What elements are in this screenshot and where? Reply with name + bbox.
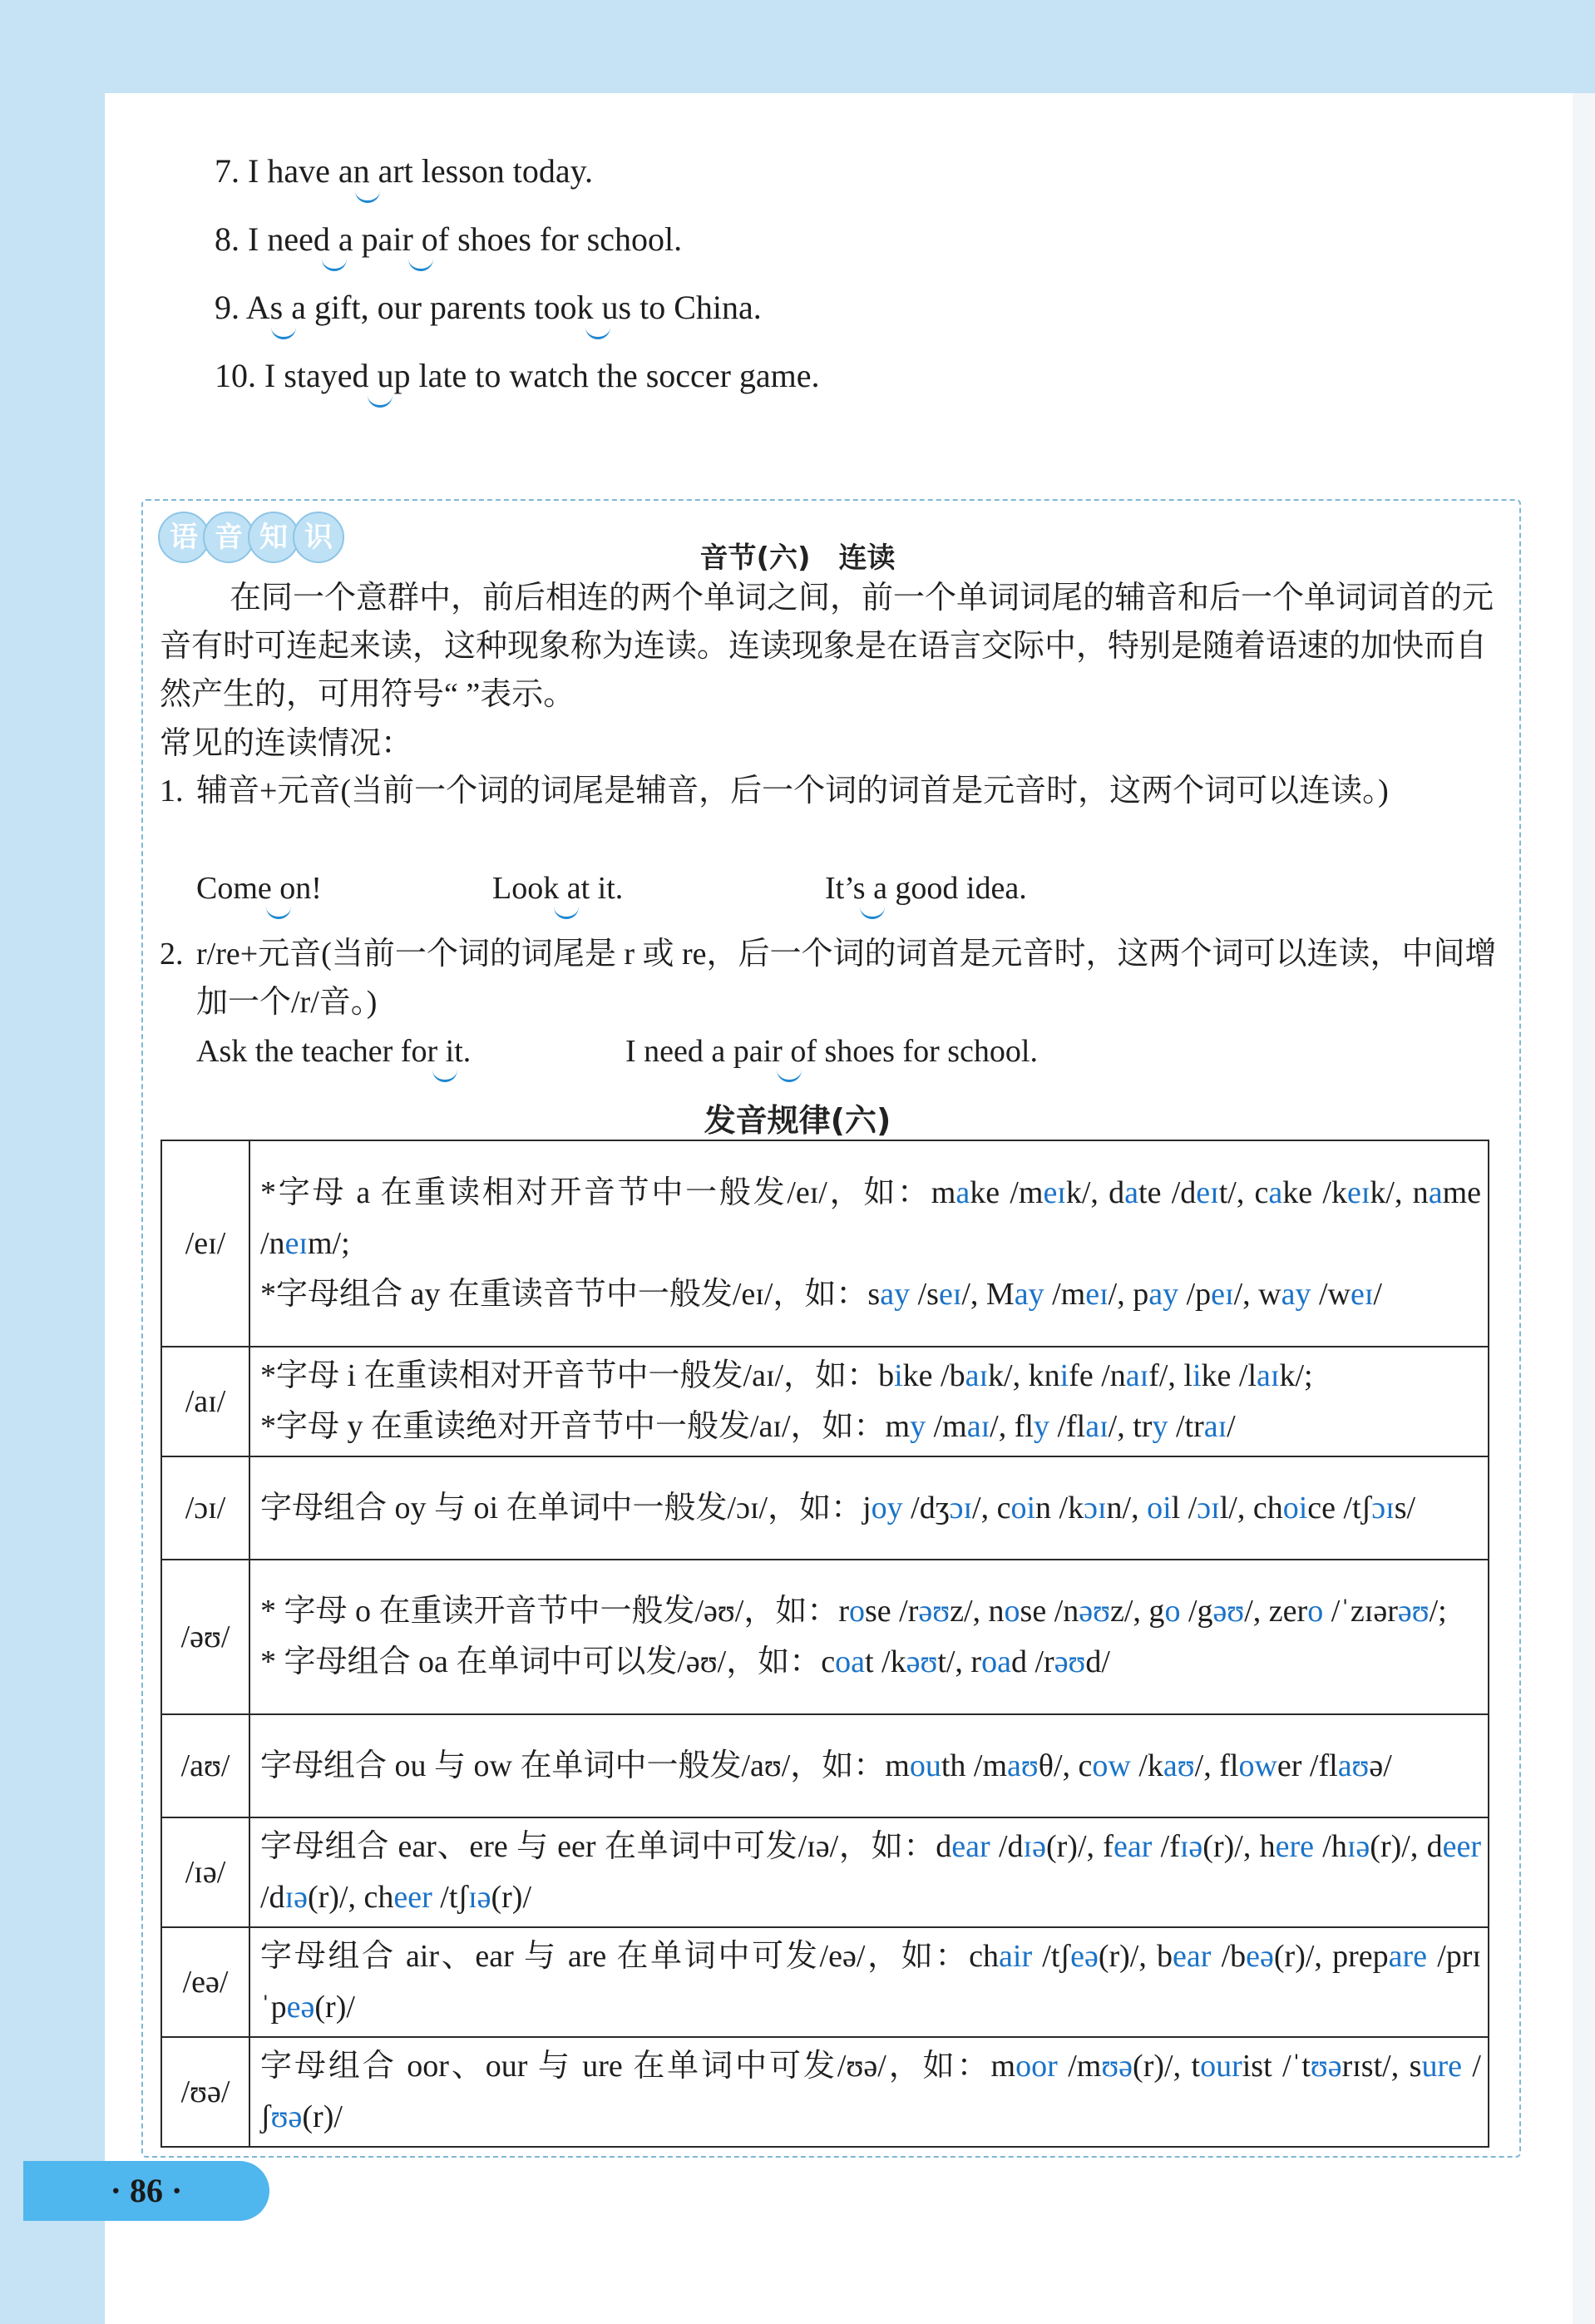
liaison-word <box>625 1034 790 1069</box>
highlighted-letters: ɪə <box>1023 1829 1046 1864</box>
highlighted-letters: ere <box>1275 1829 1314 1864</box>
rule-segment: /tʃ <box>1032 1939 1071 1974</box>
rule-segment: er /fl <box>1276 1748 1338 1783</box>
sentence-text: I have <box>248 152 338 190</box>
rule-segment: /tʃ <box>432 1880 469 1915</box>
rule-segment: 字母组合 ear、ere 与 eer 在单词中可发/ɪə/，如：d <box>260 1829 952 1864</box>
linked-word: of <box>421 220 450 258</box>
phonetic-symbol: /aʊ/ <box>161 1714 249 1817</box>
rule-segment: (r)/, f <box>1045 1829 1114 1864</box>
pronunciation-rules-table <box>160 1140 1489 2148</box>
highlighted-letters: eɪ <box>1211 1276 1234 1312</box>
rule-item <box>260 1822 1481 1923</box>
example-pair-of-shoes <box>625 1027 1038 1075</box>
rule-row <box>161 2037 1489 2147</box>
highlighted-letters: eɪ <box>1346 1174 1370 1210</box>
highlighted-letters: əʊ <box>1397 1594 1430 1629</box>
rule-segment: s/ <box>1394 1490 1416 1525</box>
rule-segment: /, fl <box>1194 1748 1239 1783</box>
rule-text <box>249 1927 1489 2037</box>
example-ask-the-teacher <box>196 1027 471 1075</box>
highlighted-letters: ɔɪ <box>1197 1490 1220 1525</box>
highlighted-letters: ear <box>1173 1939 1212 1974</box>
liaison-word <box>338 152 370 190</box>
rule-segment: /fl <box>1049 1409 1086 1444</box>
highlighted-letters: oa <box>981 1644 1011 1679</box>
rule-segment: /f <box>1152 1829 1180 1864</box>
sentence-10 <box>215 351 1462 419</box>
rule-segment: /, zer <box>1244 1594 1308 1629</box>
highlighted-letters: ɪə <box>468 1880 491 1915</box>
linked-word: art <box>378 152 413 190</box>
highlighted-letters: oor <box>1015 2049 1058 2084</box>
example-text: of shoes for school. <box>790 1034 1038 1069</box>
rule-segment: /b <box>1211 1939 1247 1974</box>
highlighted-letters: i <box>1192 1358 1202 1393</box>
rule-segment: (r)/, h <box>1202 1829 1276 1864</box>
highlighted-letters: oy <box>871 1490 903 1525</box>
rule-segment: /m <box>1044 1276 1086 1312</box>
phonetic-symbol: /ɔɪ/ <box>161 1456 249 1560</box>
highlighted-letters: y <box>910 1409 926 1444</box>
rule-segment: t/, c <box>1218 1174 1269 1210</box>
sentence-text: late to watch the soccer game. <box>410 357 820 394</box>
liaison-word <box>196 1034 446 1069</box>
pronunciation-rules-title: 发音规律(六) <box>704 1102 891 1139</box>
rule-segment: (r)/, ch <box>308 1880 394 1915</box>
rule-segment: ke /l <box>1201 1358 1257 1393</box>
example-text: a good idea. <box>873 871 1027 906</box>
sentence-number: 8. <box>215 220 239 258</box>
rule-segment: ist /ˈt <box>1242 2049 1311 2084</box>
rule-segment: /d <box>990 1829 1024 1864</box>
badge-char: 知 <box>248 512 299 563</box>
rule-segment: t/, r <box>937 1644 982 1679</box>
rule-segment: θ/, c <box>1038 1748 1093 1783</box>
highlighted-letters: o <box>1164 1594 1181 1629</box>
rule-row <box>161 1714 1489 1817</box>
rule-segment: /ʃ <box>260 2049 1481 2134</box>
rule-segment: (r)/, b <box>1098 1939 1173 1974</box>
example-text: I need a pair <box>625 1034 791 1069</box>
rule-segment: ke /m <box>970 1174 1044 1210</box>
rule-segment: f/, l <box>1148 1358 1193 1393</box>
rule-segment: *字母 y 在重读绝对开音节中一般发/aɪ/，如：m <box>260 1409 911 1444</box>
highlighted-letters: o <box>1307 1594 1324 1629</box>
rule-segment: * 字母组合 oa 在单词中可以发/əʊ/，如：c <box>260 1644 836 1679</box>
example-its-a-good-idea <box>825 864 1027 912</box>
highlighted-letters: ʊə <box>1101 2049 1133 2084</box>
rule-segment: th /m <box>941 1748 1008 1783</box>
phonetic-symbol: /eɪ/ <box>161 1140 249 1347</box>
rule-item <box>260 2041 1481 2143</box>
rule-segment: (r)/ <box>491 1880 532 1915</box>
sentence-number: 9. <box>215 289 239 326</box>
liaison-word <box>825 871 873 906</box>
highlighted-letters: eɪ <box>284 1225 308 1261</box>
rule-segment: rɪst/, s <box>1341 2049 1422 2084</box>
liaison-word <box>602 289 632 326</box>
highlighted-letters: y <box>1033 1409 1049 1444</box>
rule-item <box>260 1483 1481 1534</box>
highlighted-letters: eɪ <box>1043 1174 1066 1210</box>
rule-row <box>161 1927 1489 2037</box>
rule-segment: fe /n <box>1069 1358 1126 1393</box>
rule-segment: ke /k <box>1282 1174 1347 1210</box>
rule-segment: n/, <box>1106 1490 1148 1525</box>
example-text: at it. <box>566 871 624 906</box>
rule-item <box>260 1269 1481 1320</box>
rule-row <box>161 1560 1489 1714</box>
rule-segment: /ˈzɪər <box>1323 1594 1398 1629</box>
liaison-intro: 在同一个意群中，前后相连的两个单词之间，前一个单词词尾的辅音和后一个单词词首的元音有时可连起来读，这种现象称为连读。连读现象是在语言交际中，特别是随着语速的加快而自然产生的，可用符号“ ”表示。 <box>160 581 1494 712</box>
rule-segment: l / <box>1171 1490 1197 1525</box>
rule-segment: /w <box>1311 1276 1351 1312</box>
rule-segment: *字母 i 在重读相对开音节中一般发/aɪ/，如：b <box>260 1358 895 1393</box>
rule-item <box>260 1402 1481 1452</box>
highlighted-letters: əʊ <box>1079 1594 1110 1629</box>
rule-segment: d/ <box>1085 1644 1110 1679</box>
liaison-word <box>378 357 411 394</box>
liaison-mark <box>585 324 610 339</box>
liaison-word <box>422 220 449 258</box>
example-look-at-it <box>492 864 623 912</box>
highlighted-letters: aɪ <box>1085 1409 1109 1444</box>
highlighted-letters: ʊə <box>1310 2049 1342 2084</box>
liaison-word <box>492 871 567 906</box>
rule-item <box>260 1351 1481 1402</box>
highlighted-letters: ou <box>909 1748 941 1783</box>
rule-segment: *字母 a 在重读相对开音节中一般发/eɪ/，如：m <box>260 1174 956 1210</box>
highlighted-letters: oi <box>1010 1490 1036 1525</box>
rule-segment: (r)/, t <box>1133 2049 1201 2084</box>
rule-segment: ce /tʃ <box>1307 1490 1372 1525</box>
phonetic-symbol: /ɪə/ <box>161 1817 249 1927</box>
sentence-number: 10. <box>215 357 256 394</box>
rule-text <box>249 1140 1489 1347</box>
highlighted-letters: eer <box>1442 1829 1481 1864</box>
top-border-band <box>0 0 1595 93</box>
rule-segment: te /d <box>1138 1174 1197 1210</box>
highlighted-letters: a <box>1268 1174 1283 1210</box>
case-text: 辅音+元音(当前一个词的词尾是辅音，后一个词的词首是元音时，这两个词可以连读。) <box>196 774 1389 808</box>
highlighted-letters: ear <box>1113 1829 1153 1864</box>
example-text: it. <box>445 1034 472 1069</box>
rule-segment: * 字母 o 在重读开音节中一般发/əʊ/，如：r <box>260 1594 849 1629</box>
liaison-mark <box>355 187 380 203</box>
rule-row <box>161 1140 1489 1347</box>
rule-segment: /, c <box>972 1490 1011 1525</box>
sentence-text: As <box>245 289 292 326</box>
highlighted-letters: aɪ <box>1203 1409 1227 1444</box>
highlighted-letters: ɪə <box>284 1880 308 1915</box>
phonetic-symbol: /eə/ <box>161 1927 249 2037</box>
exercise-sentences <box>215 146 1462 419</box>
highlighted-letters: eɪ <box>1085 1276 1109 1312</box>
linked-word: us <box>601 289 632 326</box>
rule-segment: /k <box>1130 1748 1163 1783</box>
rule-segment: l/, ch <box>1219 1490 1283 1525</box>
highlighted-letters: eə <box>1070 1939 1099 1974</box>
rule-row <box>161 1456 1489 1560</box>
highlighted-letters: eer <box>393 1880 432 1915</box>
rule-text <box>249 1456 1489 1560</box>
rule-row <box>161 1347 1489 1456</box>
sentence-8 <box>215 215 1462 283</box>
rule-segment: z/, n <box>950 1594 1005 1629</box>
highlighted-letters: ʊə <box>270 2099 303 2134</box>
rule-segment: /d <box>260 1880 285 1915</box>
rule-segment: /tr <box>1168 1409 1204 1444</box>
highlighted-letters: a <box>956 1174 970 1210</box>
rule-segment: /h <box>1314 1829 1347 1864</box>
linked-word: up <box>377 357 411 394</box>
rule-segment: /g <box>1180 1594 1213 1629</box>
highlighted-letters: eɪ <box>938 1276 962 1312</box>
sentence-text: I stayed <box>264 357 378 394</box>
example-text: Come <box>196 871 280 906</box>
highlighted-letters: oa <box>835 1644 865 1679</box>
highlighted-letters: ɔɪ <box>1084 1490 1107 1525</box>
highlighted-letters: aɪ <box>965 1358 989 1393</box>
highlighted-letters: eɪ <box>1350 1276 1374 1312</box>
rule-item <box>260 1168 1481 1269</box>
rule-segment: k/, d <box>1065 1174 1125 1210</box>
highlighted-letters: eə <box>1246 1939 1274 1974</box>
rule-segment: /m <box>926 1409 967 1444</box>
case-number: 1. <box>160 774 184 808</box>
rule-segment: se /r <box>865 1594 919 1629</box>
highlighted-letters: ay <box>880 1276 911 1312</box>
case-number: 2. <box>160 937 184 972</box>
highlighted-letters: a <box>1428 1174 1443 1210</box>
highlighted-letters: o <box>1004 1594 1020 1629</box>
highlighted-letters: ow <box>1092 1748 1131 1783</box>
sentence-number: 7. <box>215 152 239 190</box>
highlighted-letters: oi <box>1282 1490 1308 1525</box>
sentence-7 <box>215 146 1462 215</box>
rule-segment: k/, n <box>1370 1174 1429 1210</box>
rule-segment: / <box>1227 1409 1236 1444</box>
rule-segment: ə/ <box>1369 1748 1392 1783</box>
rule-segment: t /k <box>864 1644 906 1679</box>
liaison-mark <box>408 255 433 271</box>
highlighted-letters: eɪ <box>1196 1174 1219 1210</box>
phonetic-symbol: /aɪ/ <box>161 1347 249 1456</box>
sentence-text: gift, our parents took <box>306 289 602 326</box>
highlighted-letters: aɪ <box>1125 1358 1149 1393</box>
example-text: Ask the teacher for <box>196 1034 446 1069</box>
highlighted-letters: əʊ <box>1212 1594 1245 1629</box>
liaison-word <box>338 220 353 258</box>
rule-segment: m/; <box>308 1225 350 1261</box>
rule-segment: /, p <box>1108 1276 1149 1312</box>
rule-segment: 字母组合 oy 与 oi 在单词中一般发/ɔɪ/，如：j <box>260 1490 872 1525</box>
highlighted-letters: y <box>1152 1409 1168 1444</box>
sentence-text: to China. <box>631 289 762 326</box>
highlighted-letters: aɪ <box>1257 1358 1280 1393</box>
highlighted-letters: aʊ <box>1007 1748 1039 1783</box>
rule-segment: /, w <box>1233 1276 1281 1312</box>
linked-word: a <box>291 289 307 326</box>
case-text: r/re+元音(当前一个词的词尾是 r 或 re，后一个词的词首是元音时，这两个词可以连读，中间增加一个/r/音。) <box>196 937 1497 1020</box>
phonetic-symbol: /əʊ/ <box>161 1560 249 1714</box>
rule-segment: (r)/, prep <box>1273 1939 1389 1974</box>
liaison-case-2 <box>160 930 1499 1026</box>
rule-segment: ke /b <box>902 1358 965 1393</box>
rule-segment: /; <box>1429 1594 1447 1629</box>
highlighted-letters: aʊ <box>1337 1748 1370 1783</box>
highlighted-letters: ow <box>1238 1748 1277 1783</box>
rule-segment: /, M <box>961 1276 1015 1312</box>
rule-segment: /p <box>1178 1276 1212 1312</box>
right-border-band <box>1573 93 1595 2324</box>
highlighted-letters: əʊ <box>918 1594 951 1629</box>
rule-segment: z/, g <box>1110 1594 1165 1629</box>
badge-char: 识 <box>293 512 344 563</box>
liaison-mark <box>368 392 393 408</box>
rule-item <box>260 1931 1481 2033</box>
rule-segment: 字母组合 ou 与 ow 在单词中一般发/aʊ/，如：m <box>260 1748 910 1783</box>
rule-row <box>161 1817 1489 1927</box>
sentence-text: I need <box>248 220 338 258</box>
liaison-word <box>291 289 306 326</box>
highlighted-letters: əʊ <box>1054 1644 1086 1679</box>
rule-segment: *字母组合 ay 在重读音节中一般发/eɪ/，如：s <box>260 1276 881 1312</box>
rule-segment: /, tr <box>1108 1409 1153 1444</box>
rule-segment: (r)/ <box>302 2099 343 2134</box>
badge-char: 音 <box>203 512 254 563</box>
rule-segment: d /r <box>1010 1644 1054 1679</box>
rule-segment: / <box>1373 1276 1382 1312</box>
linked-word: an <box>338 152 370 190</box>
rule-segment: se /n <box>1020 1594 1079 1629</box>
rule-segment: 字母组合 air、ear 与 are 在单词中可发/eə/，如：ch <box>260 1939 1000 1974</box>
highlighted-letters: air <box>999 1939 1033 1974</box>
example-text: It’s <box>825 871 874 906</box>
highlighted-letters: eə <box>286 1990 315 2025</box>
highlighted-letters: our <box>1200 2049 1242 2084</box>
liaison-mark <box>271 324 296 339</box>
liaison-mark <box>322 255 347 271</box>
rule-text <box>249 2037 1489 2147</box>
rule-segment: k/, kn <box>988 1358 1060 1393</box>
rule-text <box>249 1714 1489 1817</box>
highlighted-letters: aʊ <box>1163 1748 1195 1783</box>
left-border-band <box>0 0 105 2324</box>
highlighted-letters: ay <box>1281 1276 1311 1312</box>
rule-text <box>249 1560 1489 1714</box>
sentence-text: pair <box>353 220 422 258</box>
highlighted-letters: ear <box>951 1829 990 1864</box>
liaison-case-1 <box>160 767 1499 815</box>
page-number: · 86 · <box>23 2161 269 2221</box>
liaison-word <box>196 871 279 906</box>
rule-text <box>249 1817 1489 1927</box>
liaison-section-title: 音节(六) 连读 <box>699 541 896 575</box>
badge-char: 语 <box>158 512 210 563</box>
highlighted-letters: aɪ <box>966 1409 990 1444</box>
phonetic-symbol: /ʊə/ <box>161 2037 249 2147</box>
rule-segment: n /k <box>1035 1490 1084 1525</box>
highlighted-letters: ay <box>1014 1276 1044 1312</box>
rule-segment: /s <box>910 1276 939 1312</box>
highlighted-letters: ɪə <box>1179 1829 1203 1864</box>
highlighted-letters: ɪə <box>1346 1829 1370 1864</box>
highlighted-letters: o <box>849 1594 865 1629</box>
example-come-on <box>196 864 322 912</box>
highlighted-letters: ɔɪ <box>949 1490 973 1525</box>
rule-segment: (r)/ <box>314 1990 355 2025</box>
highlighted-letters: i <box>894 1358 903 1393</box>
sentence-text: lesson today. <box>412 152 594 190</box>
rule-segment: /, fl <box>990 1409 1034 1444</box>
liaison-word <box>378 152 413 190</box>
highlighted-letters: a <box>1124 1174 1139 1210</box>
sentence-text <box>370 152 378 190</box>
highlighted-letters: ɔɪ <box>1371 1490 1395 1525</box>
rule-segment: /m <box>1057 2049 1102 2084</box>
highlighted-letters: i <box>1059 1358 1069 1393</box>
highlighted-letters: oi <box>1147 1490 1172 1525</box>
example-text: on! <box>279 871 322 906</box>
rule-segment: k/; <box>1279 1358 1313 1393</box>
example-text: Look <box>492 871 567 906</box>
rule-segment: /prɪˈp <box>260 1939 1481 2025</box>
sentence-9 <box>215 283 1462 351</box>
rule-item <box>260 1637 1481 1688</box>
highlighted-letters: ay <box>1148 1276 1179 1312</box>
rule-segment: (r)/, d <box>1370 1829 1443 1864</box>
rule-segment: /dʒ <box>902 1490 950 1525</box>
sentence-text: shoes for school. <box>449 220 683 258</box>
rule-item <box>260 1741 1481 1792</box>
highlighted-letters: əʊ <box>906 1644 938 1679</box>
rule-text <box>249 1347 1489 1456</box>
rule-segment: 字母组合 oor、our 与 ure 在单词中可发/ʊə/，如：m <box>260 2049 1016 2084</box>
common-cases-heading: 常见的连读情况： <box>160 726 413 761</box>
highlighted-letters: ure <box>1421 2049 1462 2084</box>
linked-word: a <box>338 220 353 258</box>
highlighted-letters: are <box>1388 1939 1428 1974</box>
rule-segment: me /n <box>260 1174 1481 1261</box>
rule-item <box>260 1586 1481 1637</box>
